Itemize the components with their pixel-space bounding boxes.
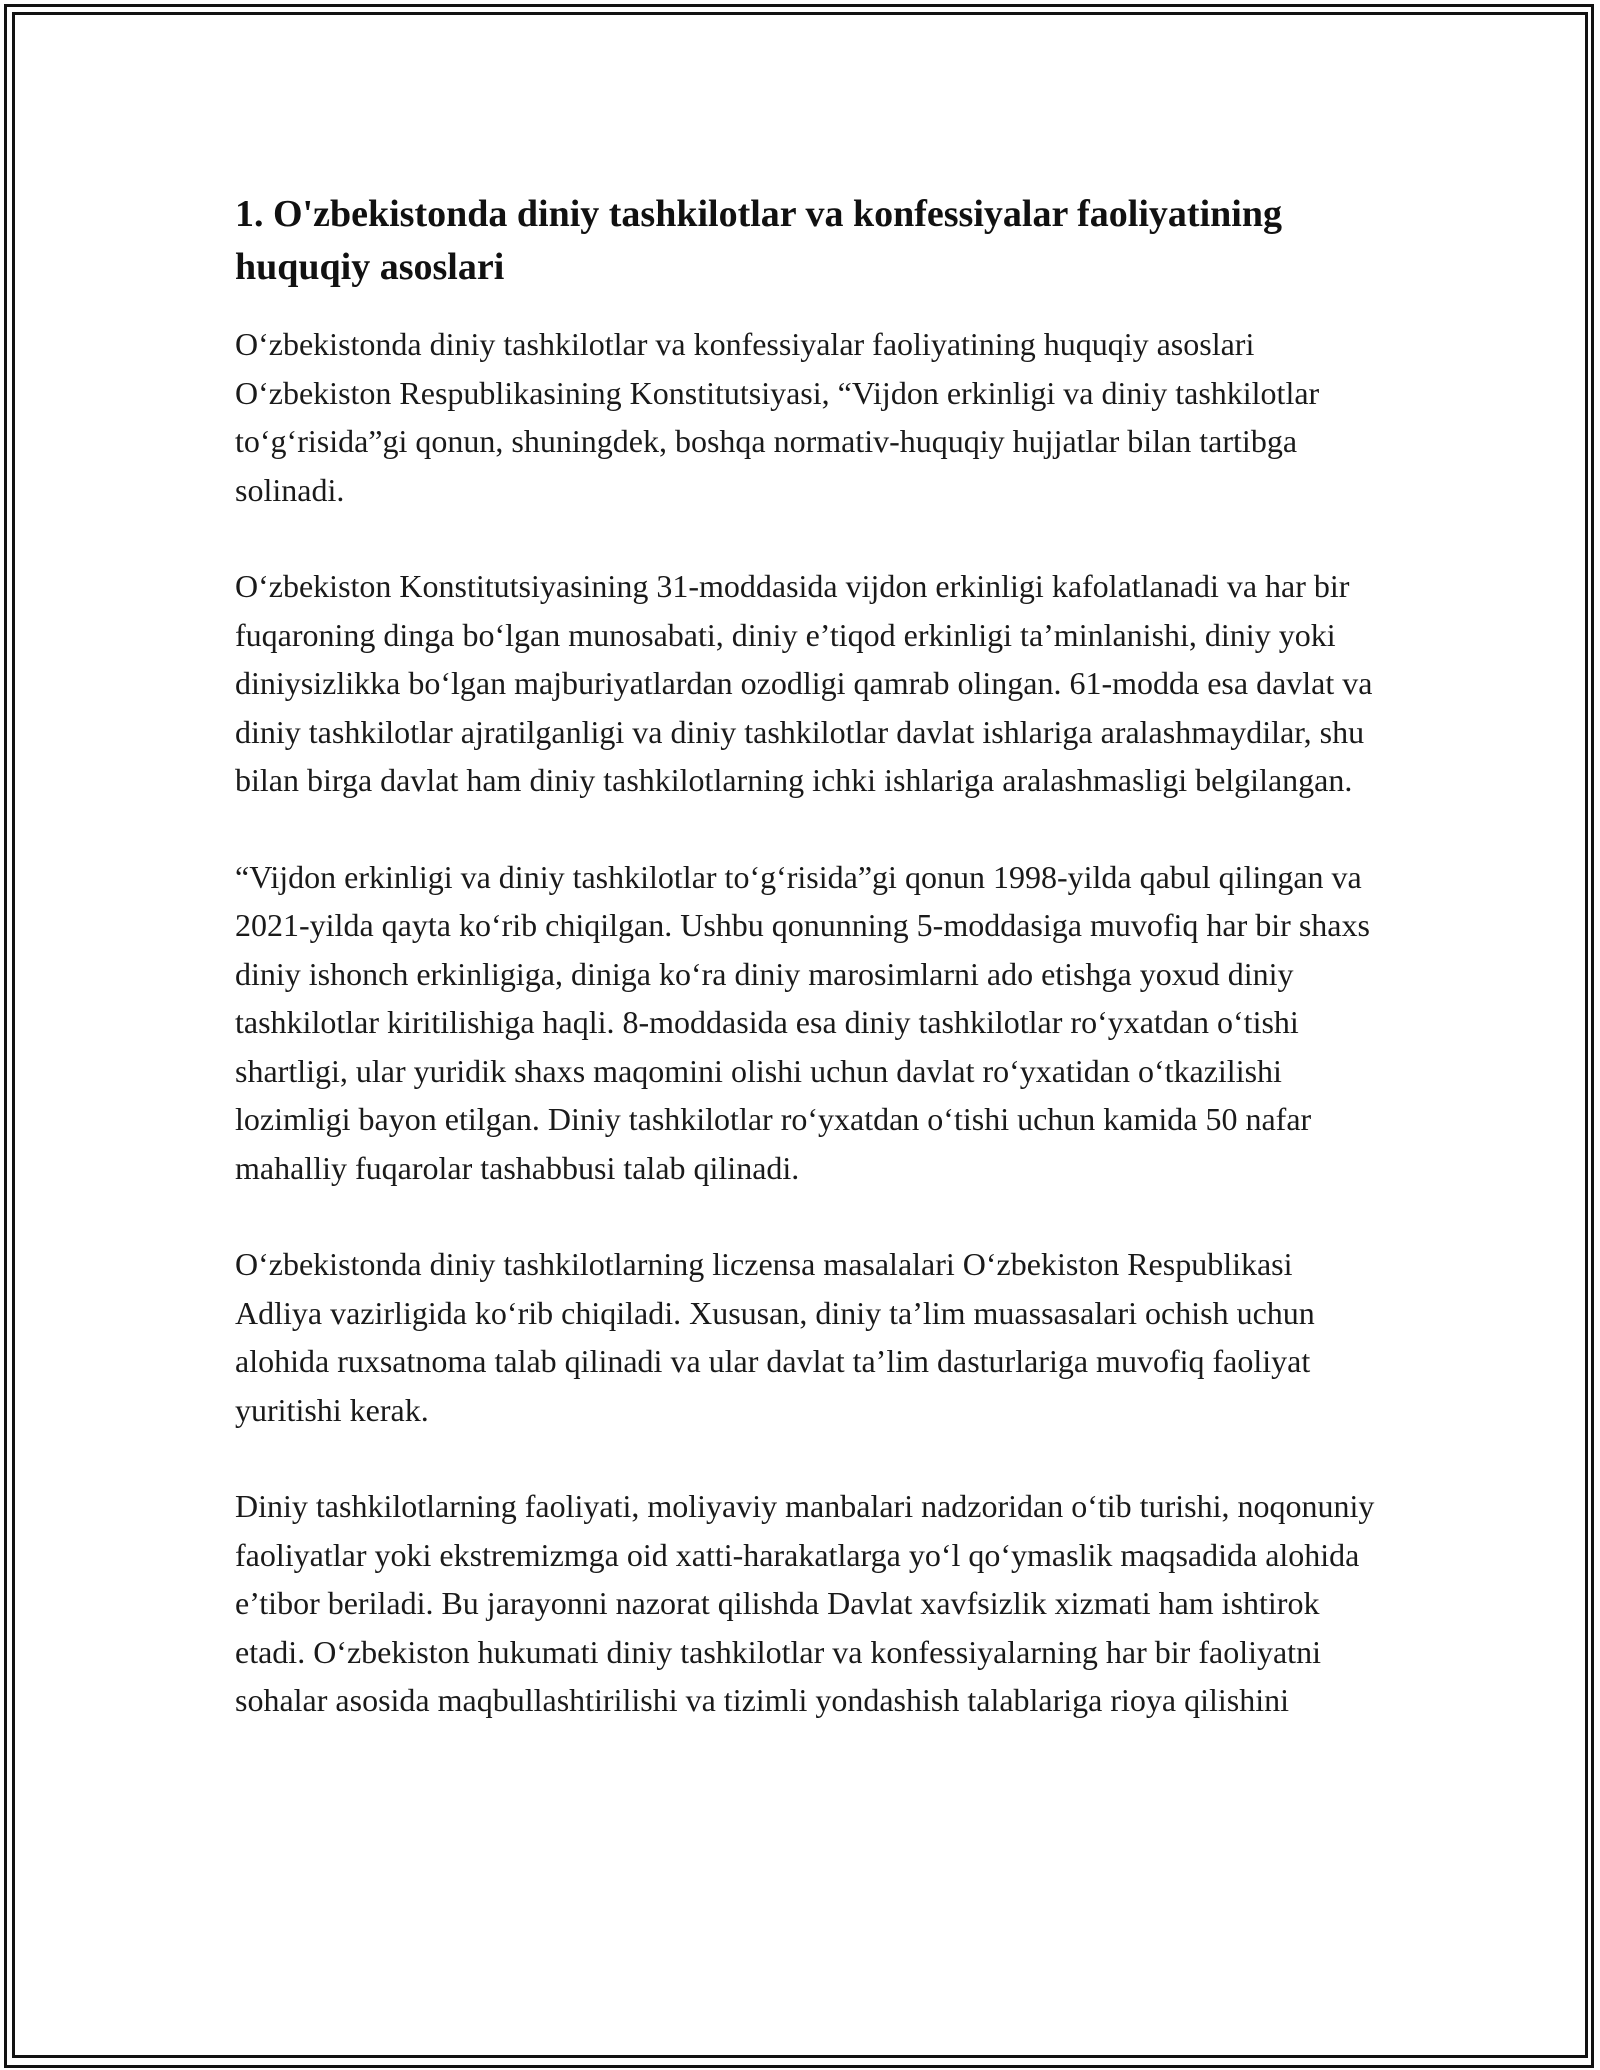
section-heading: 1. O'zbekistonda diniy tashkilotlar va konfessiyalar faoliyatining huquqiy asoslari [235, 193, 1282, 288]
paragraph-law-1998: “Vijdon erkinligi va diniy tashkilotlar to‘g‘risida”gi qonun 1998-yilda qabul qilingan va 2021-yilda qayta ko‘rib chiqilgan. Ushbu qonunning 5-moddasiga muvofiq har bir shaxs diniy ishonch erkinligiga, diniga ko‘ra diniy marosimlarni ado etishga yoxud diniy tashkilotlar kiritilishiga haqli. 8-moddasida esa diniy tashkilotlar ro‘yxatdan o‘tishi shartligi, ular yuridik shaxs maqomini olishi uchun davlat ro‘yxatidan o‘tkazilishi lozimligi bayon etilgan. Diniy tashkilotlar ro‘yxatdan o‘tishi uchun kamida 50 nafar mahalliy fuqarolar tashabbusi talab qilinadi. [235, 858, 1370, 1186]
document-body [235, 188, 1375, 1773]
paragraph-legal-basis: O‘zbekistonda diniy tashkilotlar va konfessiyalar faoliyatining huquqiy asoslari O‘zbekiston Respublikasining Konstitutsiyasi, “Vijdon erkinligi va diniy tashkilotlar to‘g‘risida”gi qonun, shuningdek, boshqa normativ-huquqiy hujjatlar bilan tartibga solinadi. [235, 326, 1320, 508]
paragraph-constitution: O‘zbekiston Konstitutsiyasining 31-moddasida vijdon erkinligi kafolatlanadi va har bir fuqaroning dinga bo‘lgan munosabati, diniy e’tiqod erkinligi ta’minlanishi, diniy yoki diniysizlikka bo‘lgan majburiyatlardan ozodligi qamrab olingan. 61-modda esa davlat va diniy tashkilotlar ajratilganligi va diniy tashkilotlar davlat ishlariga aralashmaydilar, shu bilan birga davlat ham diniy tashkilotlarning ichki ishlariga aralashmasligi belgilangan. [235, 568, 1373, 798]
paragraph-oversight: Diniy tashkilotlarning faoliyati, moliyaviy manbalari nadzoridan o‘tib turishi, noqonuniy faoliyatlar yoki ekstremizmga oid xatti-harakatlarga yo‘l qo‘ymaslik maqsadida alohida e’tibor beriladi. Bu jarayonni nazorat qilishda Davlat xavfsizlik xizmati ham ishtirok etadi. O‘zbekiston hukumati diniy tashkilotlar va konfessiyalarning har bir faoliyatni sohalar asosida maqbullashtirilishi va tizimli yondashish talablariga rioya qilishini [235, 1488, 1375, 1718]
paragraph-licensing: O‘zbekistonda diniy tashkilotlarning liczensa masalalari O‘zbekiston Respublikasi Adliya vazirligida ko‘rib chiqiladi. Xususan, diniy ta’lim muassasalari ochish uchun alohida ruxsatnoma talab qilinadi va ular davlat ta’lim dasturlariga muvofiq faoliyat yuritishi kerak. [235, 1246, 1315, 1428]
